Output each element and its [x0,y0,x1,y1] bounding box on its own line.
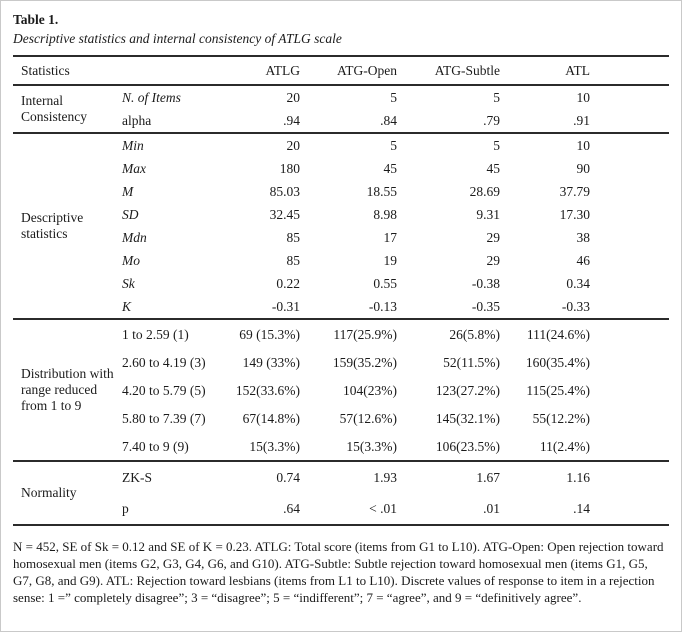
cell-atg-subtle: 1.67 [409,461,512,493]
cell-atlg: 85 [286,230,301,245]
cell-atl: 90 [576,161,591,176]
cell-atlg: 15(3.3%) [249,438,301,454]
header-atg-subtle: ATG-Subtle [409,56,512,85]
row-label: M [122,184,134,199]
cell-atg-subtle: 9.31 [476,207,501,222]
cell-atlg: 67(14.8%) [242,410,301,426]
cell-atg-open: 5 [312,133,409,157]
row-label: SD [122,207,139,222]
row-label: 1 to 2.59 (1) [116,319,226,348]
cell-atlg: -0.31 [271,299,301,314]
cell-atl: .91 [573,113,591,128]
cell-atlg: .94 [283,113,301,128]
cell-atg-subtle: 123(27.2%) [435,382,501,398]
statistics-table [13,55,669,526]
cell-atlg: 20 [226,133,312,157]
cell-atg-subtle: 26(5.8%) [409,319,512,348]
cell-atg-subtle: 29 [486,230,501,245]
row-label: Min [116,133,226,157]
cell-atlg: 20 [286,90,301,105]
cell-atlg: 0.74 [226,461,312,493]
group-label-internal-consistency: Internal Consistency [21,93,87,124]
cell-atg-open: 117(25.9%) [312,319,409,348]
cell-atg-subtle: 29 [486,253,501,268]
cell-atlg: 0.22 [276,276,301,291]
cell-atg-subtle: 28.69 [469,184,501,199]
cell-atg-open: 57(12.6%) [339,410,398,426]
header-row [13,56,669,85]
cell-atg-subtle: 52(11.5%) [443,354,501,370]
cell-atg-open: 5 [390,90,398,105]
cell-atlg: 32.45 [269,207,301,222]
cell-atl: 37.79 [559,184,591,199]
cell-atg-open: .84 [380,113,398,128]
cell-atl: 0.34 [566,276,591,291]
cell-atg-open: 17 [383,230,398,245]
cell-atl: -0.33 [561,299,591,314]
cell-atl: 11(2.4%) [539,438,591,454]
cell-atg-open: 19 [383,253,398,268]
row-label: Mdn [122,230,147,245]
header-atg-open: ATG-Open [312,56,409,85]
cell-atl: 10 [576,90,591,105]
cell-atg-open: 0.55 [373,276,398,291]
cell-atl: 115(25.4%) [526,382,591,398]
cell-atg-subtle: 45 [486,161,501,176]
row-label: Mo [122,253,140,268]
cell-atg-subtle: 106(23.5%) [435,438,501,454]
cell-atl: 111(24.6%) [512,319,669,348]
row-label: Sk [122,276,135,291]
cell-atg-open: -0.13 [368,299,398,314]
cell-atg-open: 45 [383,161,398,176]
cell-atg-subtle: -0.35 [471,299,501,314]
cell-atl: 46 [576,253,591,268]
table-subtitle: Descriptive statistics and internal consistency of ATLG scale [13,31,342,46]
header-atl: ATL [512,56,669,85]
table-row-min [13,133,669,157]
cell-atl: 160(35.4%) [525,354,591,370]
cell-atl: 1.16 [512,461,669,493]
cell-atlg: 152(33.6%) [235,382,301,398]
row-label: 5.80 to 7.39 (7) [122,410,206,426]
cell-atlg: 85.03 [269,184,301,199]
cell-atl: .14 [573,501,591,516]
header-atlg: ATLG [226,56,312,85]
cell-atg-subtle: 145(32.1%) [435,410,501,426]
row-label: 7.40 to 9 (9) [122,438,189,454]
row-label: ZK-S [116,461,226,493]
cell-atg-subtle: .79 [483,113,501,128]
row-label: 4.20 to 5.79 (5) [122,382,206,398]
cell-atl: 17.30 [559,207,591,222]
cell-atg-open: 8.98 [373,207,398,222]
cell-atg-subtle: -0.38 [471,276,501,291]
cell-atlg: 69 (15.3%) [226,319,312,348]
cell-atg-open: 1.93 [312,461,409,493]
cell-atg-subtle: .01 [483,501,501,516]
header-statistics: Statistics [13,56,226,85]
row-label: 2.60 to 4.19 (3) [122,354,206,370]
cell-atlg: 180 [279,161,301,176]
row-label: K [122,299,132,314]
cell-atg-open: 18.55 [366,184,398,199]
cell-atl: 38 [576,230,591,245]
cell-atg-subtle: 5 [409,133,512,157]
group-label-distribution: Distribution with range reduced from 1 to 9 [13,319,116,461]
cell-atg-subtle: 5 [493,90,501,105]
row-label: p [122,501,129,516]
cell-atl: 10 [512,133,669,157]
row-label: N. of Items [122,90,181,105]
cell-atg-open: < .01 [369,501,398,516]
table-row-range-1 [13,319,669,348]
row-label: Max [122,161,146,176]
group-label-normality: Normality [13,461,116,525]
cell-atlg: .64 [283,501,301,516]
table-footnote: N = 452, SE of Sk = 0.12 and SE of K = 0.23. ATLG: Total score (items from G1 to L10). ATG-Open: Open rejection toward homosexual men (items G2, G3, G4, G6, and G10). ATG-Subtle: Subtle rejection toward homosexual men (items G1, G5, G7, G8, and G9). ATL: Rejection toward lesbians (items from L1 to L10). Discrete values of response to item in a rejection sense: 1 =” completely disagree”; 3 = “disagree”; 5 = “indifferent”; 7 = “agree”, and 9 = “definitively agree”. [13,539,664,605]
cell-atlg: 85 [286,253,301,268]
cell-atg-open: 104(23%) [343,382,398,398]
row-label: alpha [122,113,152,128]
table-title: Table 1. [13,12,59,27]
table-row-zks [13,461,669,493]
group-label-descriptive-statistics: Descriptive statistics [13,133,116,319]
cell-atg-open: 15(3.3%) [346,438,398,454]
cell-atg-open: 159(35.2%) [332,354,398,370]
table-row-n-of-items [13,85,669,109]
cell-atlg: 149 (33%) [242,354,301,370]
cell-atl: 55(12.2%) [532,410,591,426]
